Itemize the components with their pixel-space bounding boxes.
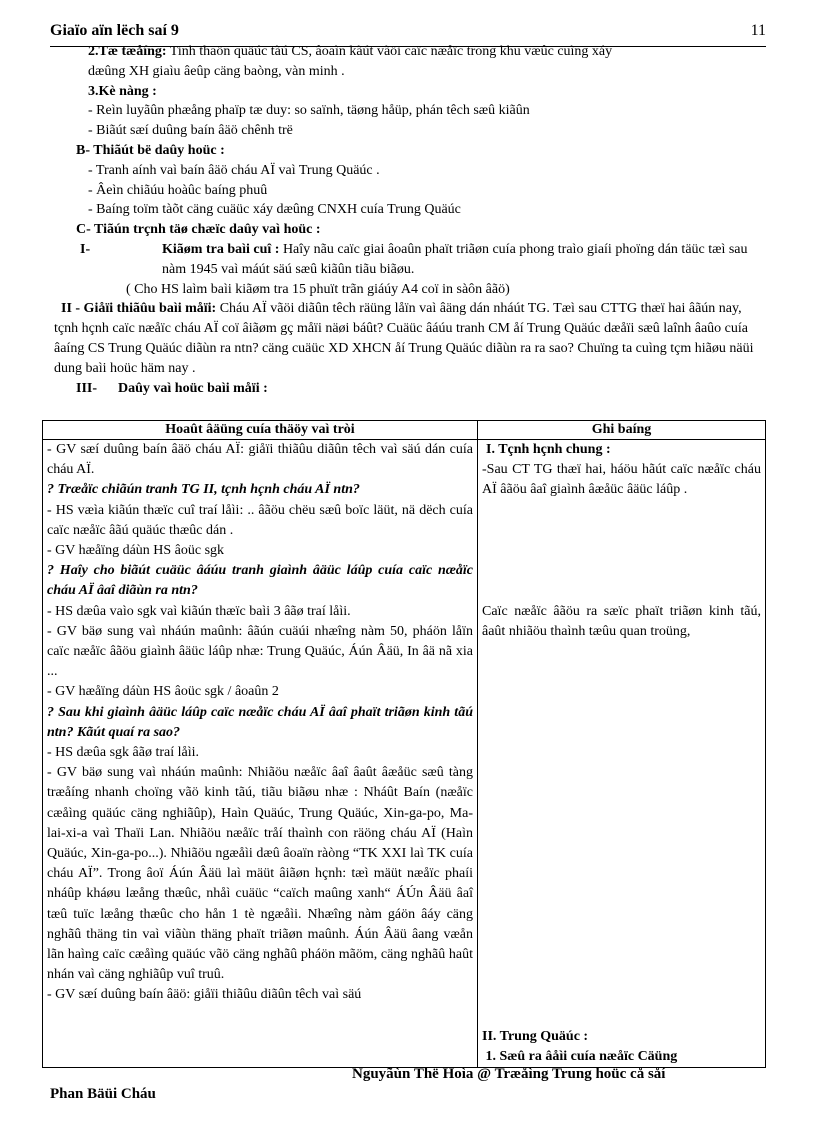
question-text: ? Sau khi giaình âäüc láûp caïc næåïc cháu AÏ âaî phaït triãøn kinh tãú ntn? Kãút quaí ra sao?	[47, 704, 473, 740]
column-header-notes: Ghi baíng	[478, 421, 766, 440]
table-header-row	[43, 421, 766, 440]
activity-text: - GV hæåïng dáùn HS âoüc sgk / âoaûn 2	[47, 684, 279, 700]
notes-text: Caïc næåïc âãöu ra sæïc phaït triãøn kinh tãú, âaût nhiãöu thaình tæûu quan troüng,	[482, 603, 761, 639]
activity-text: - GV hæåïng dáùn HS âoüc sgk	[47, 543, 225, 559]
intro-line: dæûng XH giaìu âeûp cäng baòng, vàn minh .	[88, 63, 345, 79]
notes-cell	[478, 440, 766, 1068]
table-row	[43, 440, 766, 1068]
label: Kiãøm tra baìi cuî :	[162, 241, 280, 257]
spacer	[482, 501, 761, 602]
intro-line: - Baíng toïm tàõt cäng cuäüc xáy dæûng CNXH cuía Trung Quäúc	[88, 202, 461, 218]
section-heading: 3.Kè nàng :	[88, 83, 157, 99]
notes-heading: 1. Sæû ra âåìi cuía næåïc Cäüng	[482, 1049, 678, 1065]
notes-heading: I. Tçnh hçnh chung :	[486, 442, 611, 457]
question-text: ? Haîy cho biãút cuäüc âáúu tranh giaình âäüc láûp cuía caïc næåïc cháu AÏ âaî diãùn ra ntn?	[47, 563, 473, 599]
column-header-activities: Hoaût âäüng cuía thäöy vaì tròi	[43, 421, 478, 440]
activity-text: - HS dæûa vaìo sgk vaì kiãún thæïc baìi 3 âãø traí låìi.	[47, 603, 351, 619]
notes-heading: II. Trung Quäúc :	[482, 1029, 589, 1045]
review-block	[46, 240, 762, 280]
spacer	[482, 642, 761, 1027]
activity-text: - HS væìa kiãún thæïc cuî traí låìi: .. âãöu chëu sæû boïc läüt, nä dëch cuía caïc næåïc âãú quäúc thæûc dán .	[47, 502, 473, 538]
section-heading: III- Daûy vaì hoüc baìi måïi :	[76, 380, 268, 396]
lesson-table	[42, 420, 766, 1068]
page-number: 11	[750, 22, 766, 39]
document-title: Giaïo aïn lëch saí 9	[50, 22, 179, 39]
label: 2.Tæ tæåíng:	[88, 44, 167, 59]
activity-text: - GV sæí duûng baín âäö cháu AÏ: giåïi thiãûu diãûn têch vaì säú dán cuía cháu AÏ.	[47, 442, 473, 478]
intro-line: - Tranh aính vaì baín âäö cháu AÏ vaì Trung Quäúc .	[88, 162, 380, 178]
activity-text: - GV bäø sung vaì nháún maûnh: âãún cuäúi nhæîng nàm 50, pháön låïn caïc næåïc âãöu giaình âäüc láûp nhæ: Trung Quäúc, Áún Âäü, In âä nã xia ...	[47, 623, 473, 680]
activity-text: - GV bäø sung vaì nháún maûnh: Nhiãöu næåïc âaî âaût âæåüc sæû tàng træåíng nhanh choïng vãö kinh tãú, tiãu biãøu nhæ : Nháût Baín (næåïc cæåìng quäúc cäng nghiãûp), Haìn Quäúc, Trung Quäúc, Xin-ga-po, Ma-lai-xi-a vaì Thaïi Lan. Nhiãöu næåïc tråí thaình con räöng cháu AÏ (Haìn Quäúc, Xin-ga-po...). Nhiãöu ngæåìi dæû âoaïn ràòng “TK XXI laì TK cuía cháu AÏ”. Trong âoï Áún Âäü laì mäüt âiãøn hçnh: tæì mäüt næåïc phaíi nháûp kháøu læång thæûc, nhåì cuäüc “caïch maûng xanh“ ÁÚn Âäü âaî tæû tuïc læång thæûc cho hån 1 tè ngæåìi. Nhæîng nàm gáön âáy cäng nghãû thäng tin vaì viãùn thäng phaït triãøn maûnh. Áún Âäü âang væån lãn haìng caïc cæåìng quäúc vãö cäng nghãû pháön mãöm, cäng nghãû haût nhán vaì cäng nghiãûp vuî truû.	[47, 765, 473, 983]
footer-school: Phan Bäüi Cháu	[50, 1086, 156, 1102]
activity-text: - HS dæûa sgk âãø traí låìi.	[47, 745, 200, 761]
intro-line: - Biãút sæí duûng baín âäö chênh trë	[88, 123, 293, 139]
section-heading: C- Tiãún trçnh täø chæïc daûy vaì hoüc :	[76, 222, 321, 238]
intro-paragraph	[46, 299, 762, 378]
intro-line	[46, 42, 762, 62]
intro-line: - Âeìn chiãúu hoàûc baíng phuû	[88, 182, 268, 198]
item-number: I-	[80, 241, 91, 257]
text: Haîy nãu caïc giai âoaûn phaït triãøn cuía phong traìo giaíi phoïng dán täüc tæì sau nàm 1945 vaì máút säú sæû kiãûn tiãu biãøu.	[162, 241, 748, 277]
activity-text: - GV sæí duûng baín âäö: giåïi thiãûu diãûn têch vaì säú	[47, 987, 362, 1003]
question-text: ? Træåïc chiãún tranh TG II, tçnh hçnh cháu AÏ ntn?	[47, 482, 360, 498]
text: Tinh thaön quäúc tãú CS, âoaìn kãút vãöi caïc næåïc trong khu væûc cuìng xáy	[166, 44, 613, 59]
lesson-intro	[46, 42, 762, 398]
notes-text: -Sau CT TG thæï hai, háöu hãút caïc næåïc cháu AÏ âãöu âaî giaình âæåüc âäüc láûp .	[482, 462, 761, 498]
review-text	[132, 240, 762, 280]
activities-cell	[43, 440, 478, 1068]
label: II - Giåïi thiãûu baìi måïi:	[61, 301, 217, 317]
section-heading: B- Thiãút bë daûy hoüc :	[76, 142, 225, 158]
text: Cháu AÏ vãöi diãûn têch räüng låïn vaì âäng dán nháút TG. Tæì sau CTTG thæï hai âãún nay, tçnh hçnh caïc næåïc cháu AÏ coï âiãøm gç måïi näøi báût? Cuäüc âáúu tranh CM åí Trung Quäúc dæåïi sæû laînh âaûo cuía âaíng CS Trung Quäúc diãùn ra ntn? cäng cuäüc XD XHCN åí Trung Quäúc diãùn ra ra sao? Chuïng ta cuìng tçm hiãøu näüi dung baìi hoüc häm nay .	[54, 301, 754, 376]
intro-line: ( Cho HS laìm baìi kiãøm tra 15 phuït trãn giáúy A4 coï in sàôn âãö)	[126, 281, 510, 297]
intro-line: - Reìn luyãûn phæång phaïp tæ duy: so saïnh, täøng håüp, phán têch sæû kiãûn	[88, 103, 530, 119]
footer-author: Nguyãùn Thë Hoìa @ Træåìng Trung hoüc cå såí	[352, 1066, 666, 1082]
